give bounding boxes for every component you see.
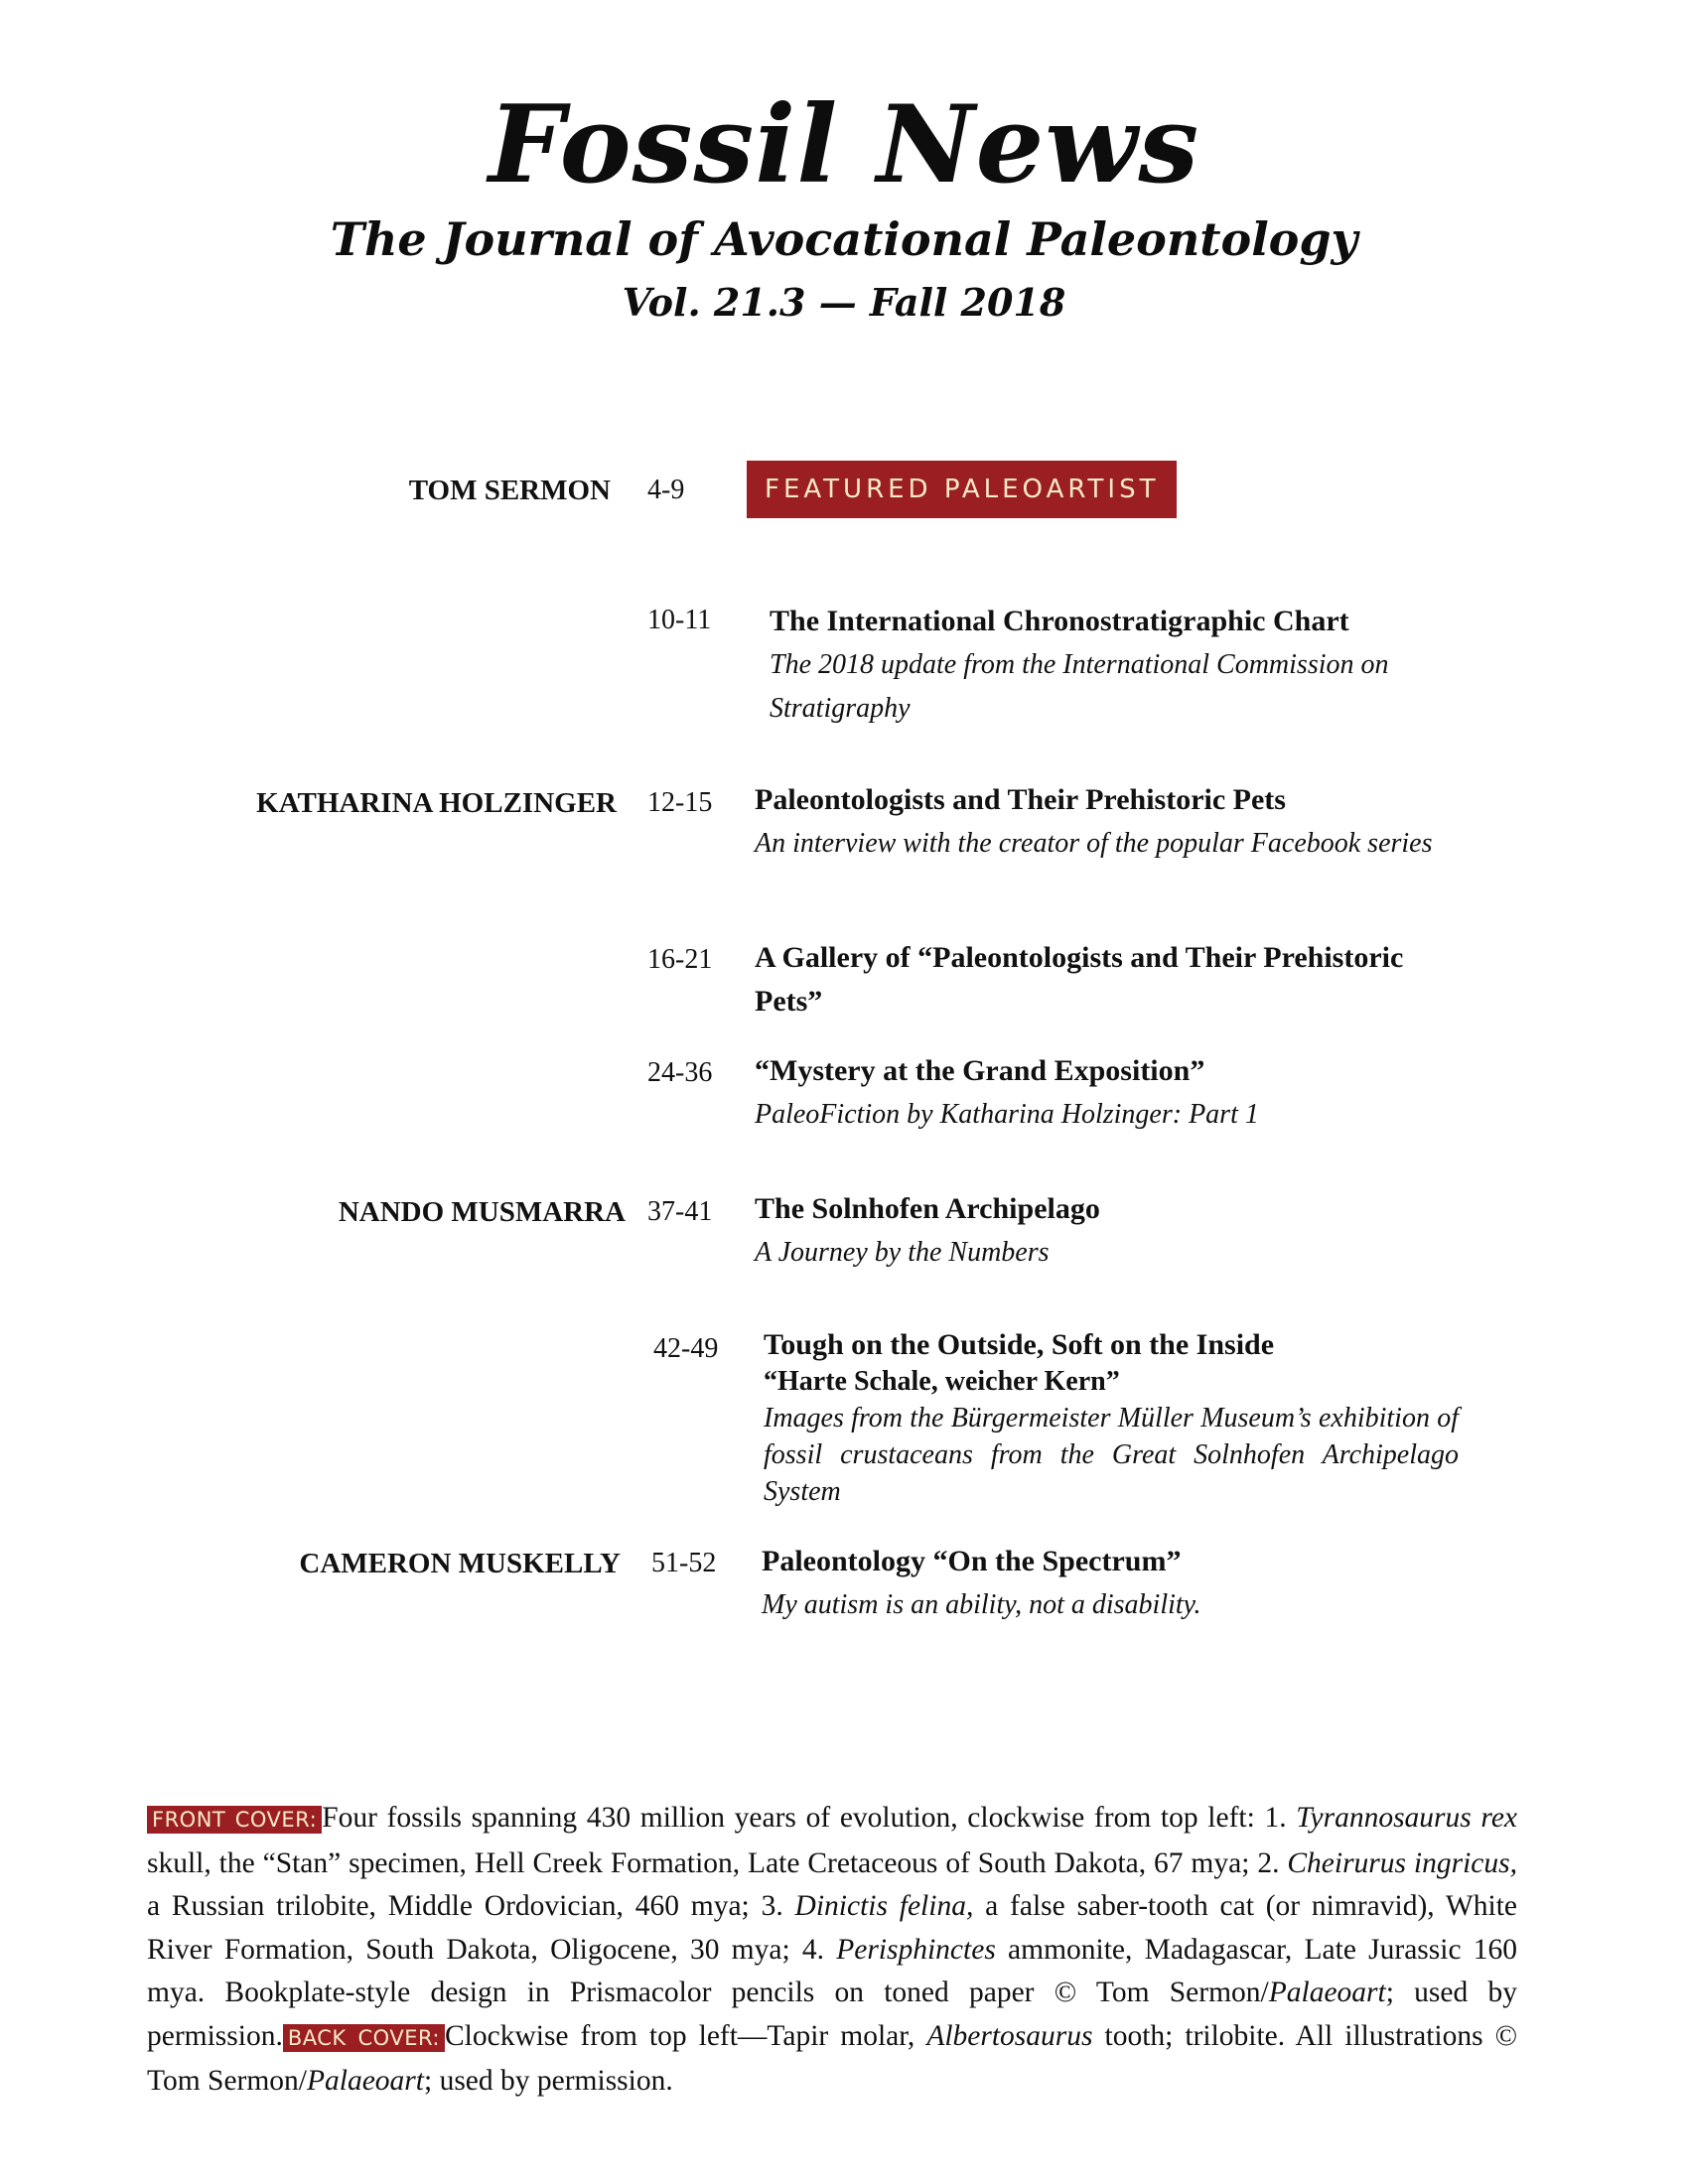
front-cover-text: ; used by permission. <box>147 1977 1517 2052</box>
toc-pages: 24-36 <box>647 1057 713 1088</box>
toc-subtitle: My autism is an ability, not a disability. <box>762 1589 1201 1620</box>
journal-subtitle: The Journal of Avocational Paleontology <box>330 212 1358 266</box>
front-cover-text: a Russian trilobite, Middle Ordovician, 460 mya; 3. <box>147 1890 795 1922</box>
toc-author: KATHARINA HOLZINGER <box>256 787 617 819</box>
back-cover-text: Clockwise from top left—Tapir molar, <box>444 2019 927 2052</box>
back-cover-label: BACK COVER: <box>283 2024 445 2052</box>
toc-entry <box>755 1049 1470 1137</box>
toc-subtitle: PaleoFiction by Katharina Holzinger: Part 1 <box>755 1099 1259 1130</box>
toc-subtitle: Images from the Bürgermeister Müller Museum’s exhibition of fossil crustaceans from the Great Solnhofen Archipelago System <box>764 1403 1459 1507</box>
toc-subtitle: An interview with the creator of the popular Facebook series <box>755 828 1433 859</box>
toc-pages: 10-11 <box>647 605 712 635</box>
toc-pages: 37-41 <box>647 1196 713 1227</box>
species-name: Cheirurus ingricus, <box>1287 1846 1517 1879</box>
toc-pages: 16-21 <box>647 944 713 975</box>
toc-title-german: “Harte Schale, weicher Kern” <box>764 1366 1120 1397</box>
toc-entry <box>755 778 1470 866</box>
featured-author: TOM SERMON <box>408 475 611 506</box>
toc-title: Paleontologists and Their Prehistoric Pets <box>755 783 1286 816</box>
toc-pages: 42-49 <box>653 1333 719 1364</box>
toc-subtitle: The 2018 update from the International Commission on Stratigraphy <box>770 649 1389 724</box>
journal-title: Fossil News <box>488 82 1200 207</box>
featured-pages: 4-9 <box>647 475 685 505</box>
front-cover-text: Four fossils spanning 430 million years of evolution, clockwise from top left: 1. <box>322 1802 1297 1834</box>
toc-title: The Solnhofen Archipelago <box>755 1192 1100 1225</box>
featured-paleoartist-badge: FEATURED PALEOARTIST <box>747 461 1177 518</box>
front-cover-text: skull, the “Stan” specimen, Hell Creek Formation, Late Cretaceous of South Dakota, 67 mya; 2. <box>147 1846 1288 1879</box>
back-cover-text: tooth; trilobite. All illustrations © Tom Sermon/ <box>147 2019 1517 2097</box>
toc-entry <box>770 600 1484 731</box>
toc-title: “Mystery at the Grand Exposition” <box>755 1054 1205 1087</box>
toc-subtitle: A Journey by the Numbers <box>755 1237 1050 1268</box>
issue-volume: Vol. 21.3 — Fall 2018 <box>622 280 1066 325</box>
species-name: Tyrannosaurus rex <box>1296 1802 1518 1834</box>
toc-entry <box>764 1326 1459 1510</box>
publication-name: Palaeoart <box>307 2065 424 2097</box>
front-cover-text: a false saber-tooth cat (or nimravid), White River Formation, South Dakota, Oligocene, 30 mya; 4. <box>147 1890 1518 1966</box>
cover-notes <box>147 1797 1517 2104</box>
toc-pages: 51-52 <box>651 1548 717 1578</box>
toc-title: A Gallery of “Paleontologists and Their Prehistoric Pets” <box>755 941 1404 1018</box>
toc-entry <box>762 1540 1477 1627</box>
front-cover-text: ammonite, Madagascar, Late Jurassic 160 mya. Bookplate-style design in Prismacolor pencils on toned paper © Tom Sermon/ <box>147 1933 1518 2008</box>
toc-title: The International Chronostratigraphic Chart <box>770 605 1349 637</box>
toc-pages: 12-15 <box>647 787 713 818</box>
front-cover-label: FRONT COVER: <box>147 1806 322 1834</box>
toc-author: CAMERON MUSKELLY <box>299 1548 621 1579</box>
toc-author: NANDO MUSMARRA <box>338 1196 626 1228</box>
species-name: Dinictis felina, <box>794 1890 974 1922</box>
species-name: Albertosaurus <box>926 2019 1093 2052</box>
publication-name: Palaeoart <box>1268 1977 1386 2008</box>
toc-title: Paleontology “On the Spectrum” <box>762 1545 1182 1577</box>
toc-title: Tough on the Outside, Soft on the Inside <box>764 1328 1275 1361</box>
species-name: Perisphinctes <box>836 1933 996 1966</box>
toc-entry <box>755 1187 1470 1275</box>
back-cover-text: ; used by permission. <box>424 2065 673 2097</box>
toc-entry <box>755 936 1470 1024</box>
